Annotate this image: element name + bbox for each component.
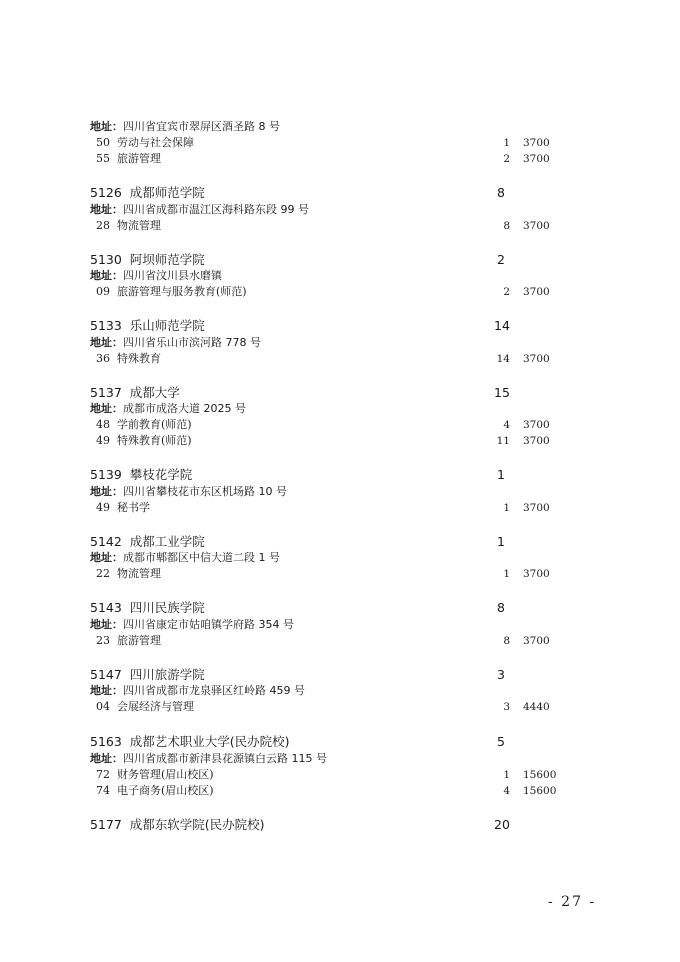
major-row: 48 学前教育(师范) 4 3700 [96,418,550,431]
address-line: 地址：四川省宜宾市翠屏区酒圣路 8 号 [90,120,280,133]
address-line: 地址：四川省汶川县水磨镇 [90,269,222,282]
major-row: 28 物流管理 8 3700 [96,219,550,232]
major-row: 49 秘书学 1 3700 [96,501,550,514]
school-header: 5133 乐山师范学院 14 [90,318,510,333]
school-header: 5130 阿坝师范学院 2 [90,252,505,267]
major-row: 22 物流管理 1 3700 [96,567,550,580]
major-row: 09 旅游管理与服务教育(师范) 2 3700 [96,285,550,298]
school-header: 5163 成都艺术职业大学(民办院校) 5 [90,734,505,749]
address-line: 地址：四川省成都市龙泉驿区红岭路 459 号 [90,684,305,697]
page-number: - 27 - [548,894,597,910]
major-row: 49 特殊教育(师范) 11 3700 [96,434,550,447]
major-row: 23 旅游管理 8 3700 [96,634,550,647]
major-row: 55 旅游管理 2 3700 [96,152,550,165]
address-line: 地址：四川省乐山市滨河路 778 号 [90,336,261,349]
major-row: 36 特殊教育 14 3700 [96,352,550,365]
major-row: 72 财务管理(眉山校区) 1 15600 [96,768,557,781]
address-line: 地址：四川省攀枝花市东区机场路 10 号 [90,485,287,498]
address-line: 地址：四川省成都市温江区海科路东段 99 号 [90,203,309,216]
address-line: 地址：成都市郫都区中信大道二段 1 号 [90,551,280,564]
school-header: 5142 成都工业学院 1 [90,534,505,549]
school-header: 5137 成都大学 15 [90,385,510,400]
school-header: 5139 攀枝花学院 1 [90,467,505,482]
major-row: 04 会展经济与管理 3 4440 [96,700,550,713]
major-row: 50 劳动与社会保障 1 3700 [96,136,550,149]
address-line: 地址：成都市成洛大道 2025 号 [90,402,246,415]
address-line: 地址：四川省康定市姑咱镇学府路 354 号 [90,618,294,631]
major-row: 74 电子商务(眉山校区) 4 15600 [96,784,557,797]
school-header: 5143 四川民族学院 8 [90,600,505,615]
school-header: 5177 成都东软学院(民办院校) 20 [90,817,510,832]
school-header: 5147 四川旅游学院 3 [90,667,505,682]
school-header: 5126 成都师范学院 8 [90,185,505,200]
address-line: 地址：四川省成都市新津县花源镇白云路 115 号 [90,752,327,765]
